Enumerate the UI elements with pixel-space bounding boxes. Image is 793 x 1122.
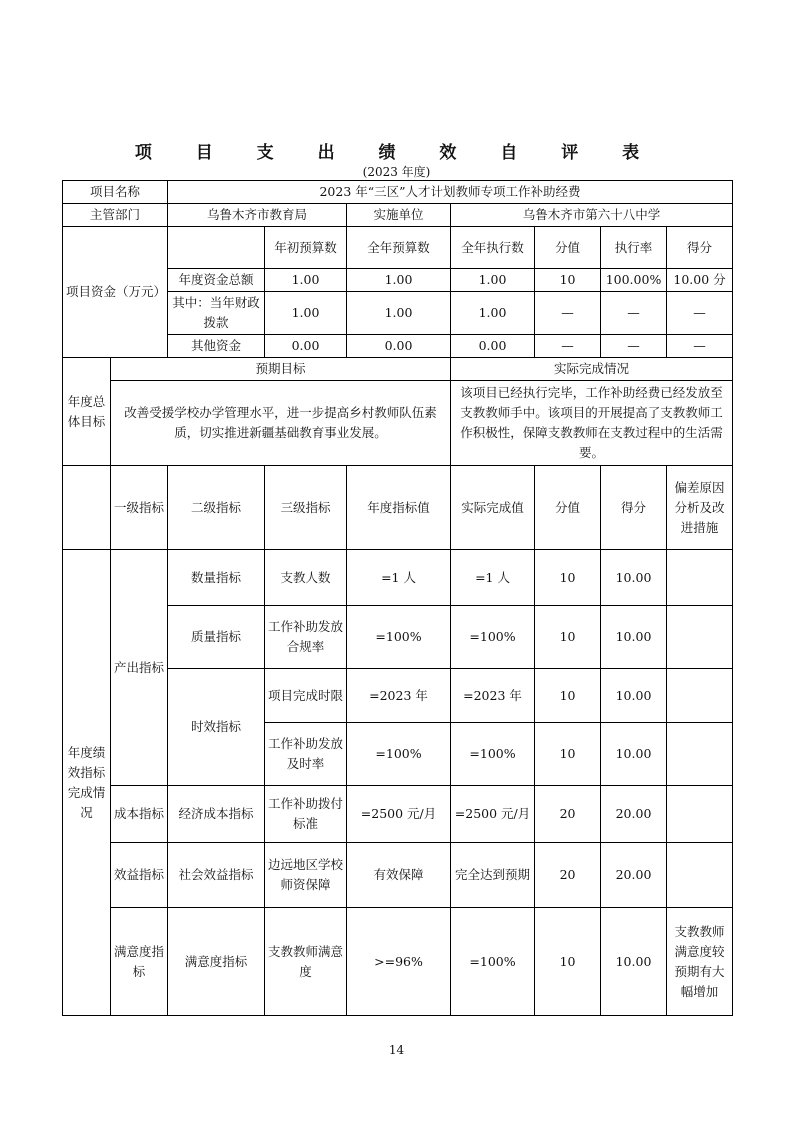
indicator-note — [667, 669, 733, 723]
indicator-header-actual: 实际完成值 — [451, 466, 535, 550]
social-label: 社会效益指标 — [168, 843, 265, 908]
satisfaction-label: 满意度指标 — [111, 908, 168, 1016]
indicator-actual: 完全达到预期 — [451, 843, 535, 908]
funds-row-label: 其他资金 — [168, 335, 265, 358]
indicator-score-max: 10 — [535, 669, 601, 723]
indicator-target: =100% — [347, 723, 451, 786]
funds-cell: — — [601, 335, 667, 358]
funds-cell: 1.00 — [265, 292, 347, 335]
indicator-score: 10.00 — [601, 908, 667, 1016]
funds-cell: 10 — [535, 269, 601, 292]
indicator-section-label: 年度绩效指标完成情况 — [63, 550, 111, 1016]
funds-cell: 1.00 — [347, 269, 451, 292]
impl-value: 乌鲁木齐市第六十八中学 — [451, 204, 733, 227]
funds-cell: — — [667, 335, 733, 358]
timeliness-label: 时效指标 — [168, 669, 265, 786]
goals-header-row — [63, 358, 733, 381]
goals-label: 年度总体目标 — [63, 358, 111, 466]
indicator-score: 20.00 — [601, 786, 667, 843]
econ-cost-label: 经济成本指标 — [168, 786, 265, 843]
indicator-score: 20.00 — [601, 843, 667, 908]
funds-cell: — — [667, 292, 733, 335]
department-row — [63, 204, 733, 227]
project-name-row — [63, 181, 733, 204]
indicator-note — [667, 786, 733, 843]
indicator-row — [63, 786, 733, 843]
quantity-label: 数量指标 — [168, 550, 265, 606]
indicator-note: 支教教师满意度较预期有大幅增加 — [667, 908, 733, 1016]
funds-header-row — [63, 227, 733, 269]
funds-label: 项目资金（万元） — [63, 227, 168, 358]
goals-actual-text: 该项目已经执行完毕，工作补助经费已经发放至支教教师手中。该项目的开展提高了支教教师工作积极性，保障支教教师在支教过程中的生活需要。 — [451, 381, 733, 466]
indicator-score-max: 10 — [535, 908, 601, 1016]
cost-label: 成本指标 — [111, 786, 168, 843]
dept-value: 乌鲁木齐市教育局 — [168, 204, 347, 227]
indicator-header-blank — [63, 466, 111, 550]
funds-row-label: 其中：当年财政拨款 — [168, 292, 265, 335]
indicator-l3: 工作补助发放合规率 — [265, 606, 347, 669]
funds-cell: — — [601, 292, 667, 335]
indicator-header-note: 偏差原因分析及改进措施 — [667, 466, 733, 550]
indicator-header-score-max: 分值 — [535, 466, 601, 550]
indicator-target: =1 人 — [347, 550, 451, 606]
indicator-score: 10.00 — [601, 723, 667, 786]
page-subtitle: (2023 年度) — [362, 165, 431, 179]
indicator-actual: =100% — [451, 606, 535, 669]
page-number: 14 — [388, 1043, 405, 1057]
indicator-header-target: 年度指标值 — [347, 466, 451, 550]
indicator-target: =2500 元/月 — [347, 786, 451, 843]
indicator-header-row — [63, 466, 733, 550]
quality-label: 质量指标 — [168, 606, 265, 669]
project-name-label: 项目名称 — [63, 181, 168, 204]
funds-cell: — — [535, 335, 601, 358]
indicator-score-max: 10 — [535, 723, 601, 786]
indicator-l3: 工作补助发放及时率 — [265, 723, 347, 786]
indicator-header-score: 得分 — [601, 466, 667, 550]
indicator-score-max: 10 — [535, 606, 601, 669]
indicator-note — [667, 723, 733, 786]
funds-cell: 0.00 — [451, 335, 535, 358]
funds-header-initial: 年初预算数 — [265, 227, 347, 269]
benefit-label: 效益指标 — [111, 843, 168, 908]
performance-table — [62, 180, 733, 1016]
project-name-value: 2023 年“三区”人才计划教师专项工作补助经费 — [168, 181, 733, 204]
funds-header-executed: 全年执行数 — [451, 227, 535, 269]
indicator-l3: 工作补助拨付标准 — [265, 786, 347, 843]
indicator-score-max: 20 — [535, 786, 601, 843]
indicator-note — [667, 550, 733, 606]
funds-cell: 10.00 分 — [667, 269, 733, 292]
indicator-header-l2: 二级指标 — [168, 466, 265, 550]
funds-header-score-max: 分值 — [535, 227, 601, 269]
indicator-score-max: 10 — [535, 550, 601, 606]
indicator-note — [667, 843, 733, 908]
indicator-score: 10.00 — [601, 550, 667, 606]
indicator-actual: =1 人 — [451, 550, 535, 606]
indicator-target: >=96% — [347, 908, 451, 1016]
indicator-target: =2023 年 — [347, 669, 451, 723]
indicator-l3: 支教人数 — [265, 550, 347, 606]
indicator-row — [63, 908, 733, 1016]
indicator-actual: =2023 年 — [451, 669, 535, 723]
funds-header-score: 得分 — [667, 227, 733, 269]
funds-cell: 1.00 — [347, 292, 451, 335]
impl-label: 实施单位 — [347, 204, 451, 227]
indicator-l3: 边远地区学校师资保障 — [265, 843, 347, 908]
indicator-row — [63, 843, 733, 908]
indicator-row — [63, 550, 733, 606]
indicator-actual: =100% — [451, 723, 535, 786]
indicator-note — [667, 606, 733, 669]
funds-header-annual: 全年预算数 — [347, 227, 451, 269]
funds-header-blank — [168, 227, 265, 269]
goals-expected-text: 改善受援学校办学管理水平，进一步提高乡村教师队伍素质，切实推进新疆基础教育事业发展。 — [111, 381, 451, 466]
funds-cell: 1.00 — [451, 269, 535, 292]
indicator-actual: =100% — [451, 908, 535, 1016]
indicator-target: =100% — [347, 606, 451, 669]
funds-row-label: 年度资金总额 — [168, 269, 265, 292]
funds-header-rate: 执行率 — [601, 227, 667, 269]
goals-text-row — [63, 381, 733, 466]
funds-cell: — — [535, 292, 601, 335]
indicator-l3: 支教教师满意度 — [265, 908, 347, 1016]
funds-cell: 0.00 — [347, 335, 451, 358]
indicator-target: 有效保障 — [347, 843, 451, 908]
goals-expected-header: 预期目标 — [111, 358, 451, 381]
indicator-l3: 项目完成时限 — [265, 669, 347, 723]
indicator-actual: =2500 元/月 — [451, 786, 535, 843]
output-label: 产出指标 — [111, 550, 168, 786]
page-title: 项 目 支 出 绩 效 自 评 表 — [134, 143, 659, 163]
dept-label: 主管部门 — [63, 204, 168, 227]
satisfaction-sub-label: 满意度指标 — [168, 908, 265, 1016]
indicator-score: 10.00 — [601, 669, 667, 723]
funds-cell: 100.00% — [601, 269, 667, 292]
funds-cell: 0.00 — [265, 335, 347, 358]
indicator-header-l3: 三级指标 — [265, 466, 347, 550]
indicator-score: 10.00 — [601, 606, 667, 669]
funds-cell: 1.00 — [265, 269, 347, 292]
funds-cell: 1.00 — [451, 292, 535, 335]
goals-actual-header: 实际完成情况 — [451, 358, 733, 381]
indicator-header-l1: 一级指标 — [111, 466, 168, 550]
indicator-score-max: 20 — [535, 843, 601, 908]
